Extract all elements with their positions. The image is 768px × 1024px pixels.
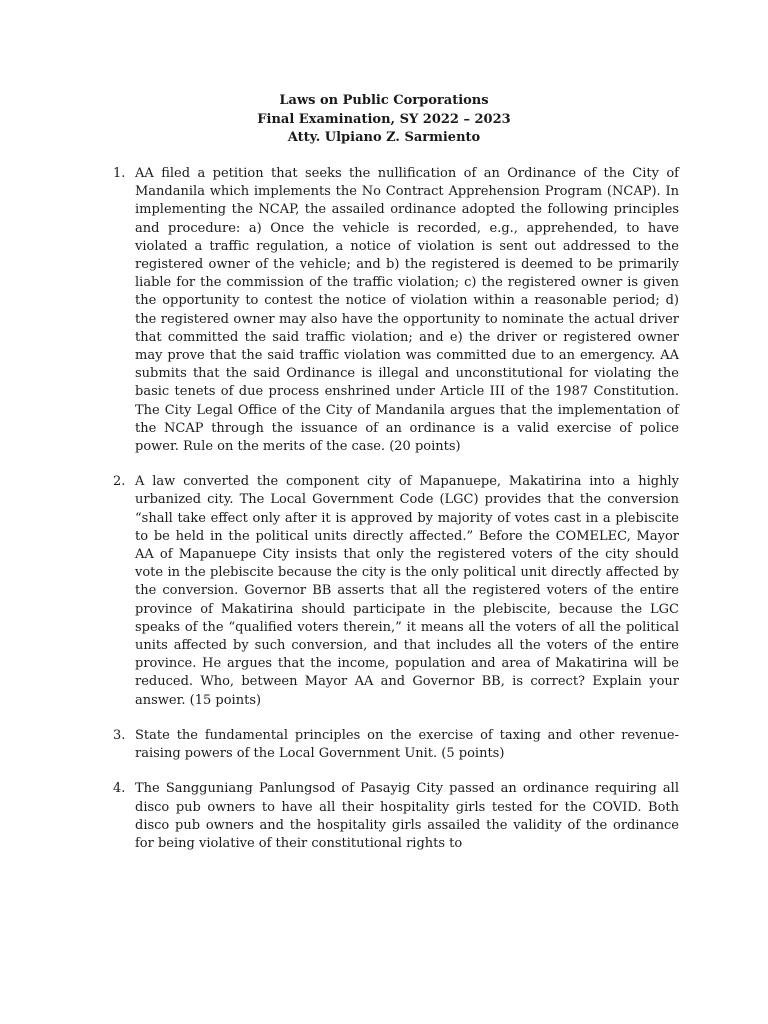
question-text: State the fundamental principles on the exercise of taxing and other revenue-raising powers of the Local Government Unit. (5 points) <box>135 727 679 762</box>
question-item <box>113 165 679 456</box>
question-number: 4. <box>113 781 126 797</box>
question-item <box>113 780 679 853</box>
question-number: 2. <box>113 474 126 490</box>
question-number: 1. <box>113 166 126 181</box>
question-text: A law converted the component city of Mapanuepe, Makatirina into a highly urbanized city. The Local Government Code (LGC) provides that the conversion “shall take effect only after it is approved by majority of votes cast in a plebiscite to be held in the political units directly affected.” Before the COMELEC, Mayor AA of Mapanuepe City insists that only the registered voters of the city should vote in the plebiscite because the city is the only political unit directly affected by the conversion. Governor BB asserts that all the registered voters of the entire province of Makatirina should participate in the plebiscite, because the LGC speaks of the “qualified voters therein,” it means all the voters of all the political units affected by such conversion, and that includes all the voters of the entire province. He argues that the income, population and area of Makatirina will be reduced. Who, between Mayor AA and Governor BB, is correct? Explain your answer. (15 points) <box>135 474 679 708</box>
question-text: The Sangguniang Panlungsod of Pasayig City passed an ordinance requiring all disco pub owners to have all their hospitality girls tested for the COVID. Both disco pub owners and the hospitality girls assailed the validity of the ordinance for being violative of their constitutional rights to <box>135 781 679 851</box>
question-item <box>113 727 679 763</box>
document-header <box>0 92 768 148</box>
course-title: Laws on Public Corporations <box>279 93 489 108</box>
question-text: AA filed a petition that seeks the nullification of an Ordinance of the City of Mandanila which implements the No Contract Apprehension Program (NCAP). In implementing the NCAP, the assailed ordinance adopted the following principles and procedure: a) Once the vehicle is recorded, e.g., apprehended, to have violated a traffic regulation, a notice of violation is sent out addressed to the registered owner of the vehicle; and b) the registered is deemed to be primarily liable for the commission of the traffic violation; c) the registered owner is given the opportunity to contest the notice of violation within a reasonable period; d) the registered owner may also have the opportunity to nominate the actual driver that committed the said traffic violation; and e) the driver or registered owner may prove that the said traffic violation was committed due to an emergency. AA submits that the said Ordinance is illegal and unconstitutional for violating the basic tenets of due process enshrined under Article III of the 1987 Constitution. The City Legal Office of the City of Mandanila argues that the implementation of the NCAP through the issuance of an ordinance is a valid exercise of police power. Rule on the merits of the case. (20 points) <box>135 166 679 455</box>
question-list <box>113 165 679 870</box>
question-item <box>113 473 679 710</box>
instructor-name: Atty. Ulpiano Z. Sarmiento <box>287 130 481 145</box>
question-number: 3. <box>113 727 126 743</box>
exam-title: Final Examination, SY 2022 – 2023 <box>257 111 511 127</box>
